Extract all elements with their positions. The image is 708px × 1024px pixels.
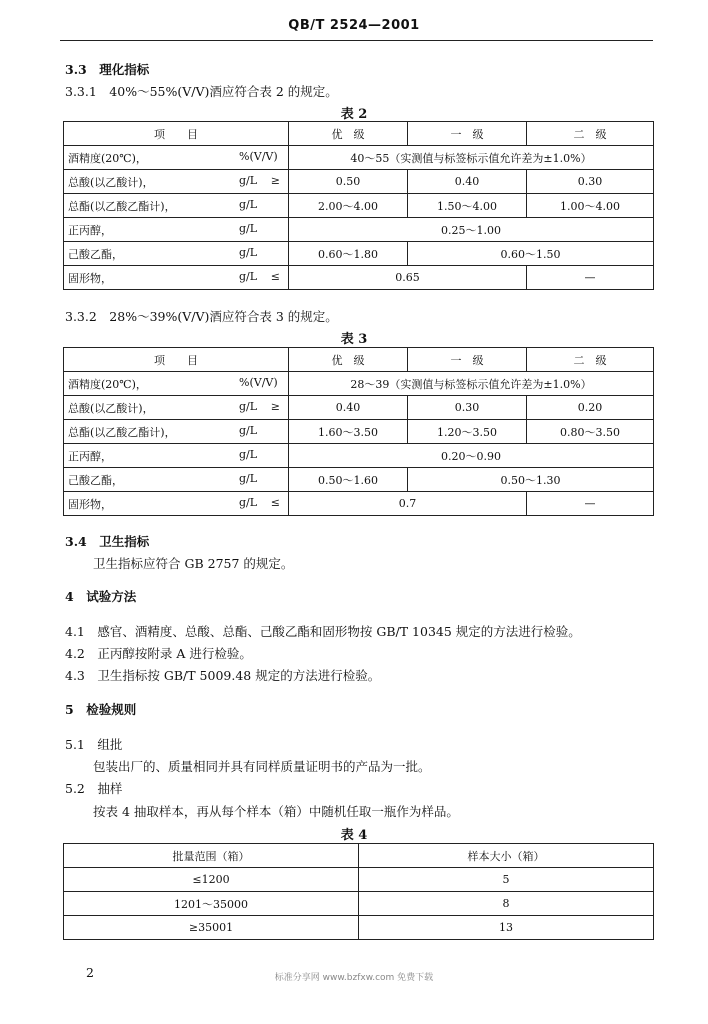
cell-value: 1.60～3.50 <box>289 420 408 444</box>
label-text: 总酯(以乙酸乙酯计)， <box>68 425 176 439</box>
section-4-3-text: 4.3 卫生指标按 GB/T 5009.48 规定的方法进行检验。 <box>65 668 381 683</box>
row-label-solids <box>64 266 289 290</box>
label-text: 总酸(以乙酸计)， <box>68 175 154 189</box>
section-3-3-2-text: 3.3.2 28%～39%(V/V)酒应符合表 3 的规定。 <box>65 309 338 324</box>
label-text: 己酸乙酯， <box>68 247 123 261</box>
cell-sample-size: 13 <box>359 916 654 940</box>
cell-value: — <box>527 266 654 290</box>
cell-value: 0.20 <box>527 396 654 420</box>
unit: %(V/V) <box>239 150 278 163</box>
section-3-3-1-text: 3.3.1 40%～55%(V/V)酒应符合表 2 的规定。 <box>65 84 338 99</box>
label-text: 固形物， <box>68 497 112 511</box>
cell-batch-range: ≥35001 <box>64 916 359 940</box>
table-row <box>64 194 654 218</box>
cell-sample-size: 5 <box>359 868 654 892</box>
cell-value: 0.30 <box>408 396 527 420</box>
label-text: 酒精度(20℃)， <box>68 151 147 165</box>
table-row <box>64 242 654 266</box>
cell-value: 2.00～4.00 <box>289 194 408 218</box>
watermark-text: 标准分享网 www.bzfxw.com 免费下载 <box>274 973 434 983</box>
label-text: 正丙醇， <box>68 449 112 463</box>
column-header-batch-range: 批量范围（箱） <box>64 844 359 868</box>
section-3-4-text: 卫生指标应符合 GB 2757 的规定。 <box>93 556 294 571</box>
unit: g/L <box>239 246 258 259</box>
cell-value: — <box>527 492 654 516</box>
table-row <box>64 844 654 868</box>
section-5-1-text: 包装出厂的、质量相同并具有同样质量证明书的产品为一批。 <box>93 759 431 774</box>
unit: g/L <box>239 472 258 485</box>
cell-sample-size: 8 <box>359 892 654 916</box>
label-text: 固形物， <box>68 271 112 285</box>
unit: g/L <box>239 222 258 235</box>
comparison-sign: ≤ <box>270 270 280 283</box>
cell-value: 0.80～3.50 <box>527 420 654 444</box>
table-row <box>64 396 654 420</box>
table-3 <box>63 347 654 516</box>
column-header-item: 项 目 <box>64 348 289 372</box>
row-label-alcohol <box>64 372 289 396</box>
row-label-alcohol <box>64 146 289 170</box>
table-row <box>64 218 654 242</box>
label-text: 总酸(以乙酸计)， <box>68 401 154 415</box>
row-label-ethyl-hexanoate <box>64 468 289 492</box>
cell-value: 0.20～0.90 <box>289 444 654 468</box>
comparison-sign: ≤ <box>270 496 280 509</box>
cell-value: 0.60～1.80 <box>289 242 408 266</box>
label-text: 总酯(以乙酸乙酯计)， <box>68 199 176 213</box>
table-row <box>64 420 654 444</box>
column-header-grade-first: 一 级 <box>408 122 527 146</box>
label-text: 己酸乙酯， <box>68 473 123 487</box>
table-row <box>64 868 654 892</box>
row-label-total-ester <box>64 420 289 444</box>
cell-value: 0.50～1.30 <box>408 468 654 492</box>
table-4 <box>63 843 654 940</box>
row-label-propanol <box>64 444 289 468</box>
section-3-3-title: 3.3 理化指标 <box>65 62 150 77</box>
cell-value: 1.00～4.00 <box>527 194 654 218</box>
page-number: 2 <box>86 965 94 980</box>
column-header-grade-second: 二 级 <box>527 348 654 372</box>
section-5-title: 5 检验规则 <box>65 702 137 717</box>
table-2-caption: 表 2 <box>340 107 368 122</box>
column-header-grade-first: 一 级 <box>408 348 527 372</box>
table-row <box>64 468 654 492</box>
unit: g/L <box>239 448 258 461</box>
column-header-sample-size: 样本大小（箱） <box>359 844 654 868</box>
row-label-solids <box>64 492 289 516</box>
table-row <box>64 444 654 468</box>
cell-alcohol-value: 28～39（实测值与标签标示值允许差为±1.0%） <box>289 372 654 396</box>
unit: %(V/V) <box>239 376 278 389</box>
cell-value: 0.50～1.60 <box>289 468 408 492</box>
unit: g/L <box>239 400 258 413</box>
cell-value: 0.7 <box>289 492 527 516</box>
unit: g/L <box>239 174 258 187</box>
cell-value: 0.60～1.50 <box>408 242 654 266</box>
table-row <box>64 372 654 396</box>
standard-number-header: QB/T 2524—2001 <box>288 18 420 33</box>
header-rule <box>60 40 653 41</box>
column-header-grade-premium: 优 级 <box>289 348 408 372</box>
cell-alcohol-value: 40～55（实测值与标签标示值允许差为±1.0%） <box>289 146 654 170</box>
cell-value: 0.30 <box>527 170 654 194</box>
cell-value: 0.65 <box>289 266 527 290</box>
table-row <box>64 146 654 170</box>
section-4-1-text: 4.1 感官、酒精度、总酸、总酯、己酸乙酯和固形物按 GB/T 10345 规定的方法进行检验。 <box>65 624 581 639</box>
row-label-ethyl-hexanoate <box>64 242 289 266</box>
row-label-total-acid <box>64 170 289 194</box>
unit: g/L <box>239 270 258 283</box>
column-header-grade-premium: 优 级 <box>289 122 408 146</box>
cell-value: 0.40 <box>408 170 527 194</box>
section-3-4-title: 3.4 卫生指标 <box>65 534 150 549</box>
section-5-1-title: 5.1 组批 <box>65 737 123 752</box>
table-row <box>64 170 654 194</box>
cell-batch-range: ≤1200 <box>64 868 359 892</box>
table-4-caption: 表 4 <box>340 828 368 843</box>
table-row <box>64 122 654 146</box>
label-text: 正丙醇， <box>68 223 112 237</box>
section-5-2-text: 按表 4 抽取样本，再从每个样本（箱）中随机任取一瓶作为样品。 <box>93 804 459 819</box>
section-5-2-title: 5.2 抽样 <box>65 781 123 796</box>
row-label-total-acid <box>64 396 289 420</box>
cell-value: 1.20～3.50 <box>408 420 527 444</box>
label-text: 酒精度(20℃)， <box>68 377 147 391</box>
section-4-title: 4 试验方法 <box>65 589 137 604</box>
table-row <box>64 492 654 516</box>
section-4-2-text: 4.2 正丙醇按附录 A 进行检验。 <box>65 646 252 661</box>
column-header-item: 项 目 <box>64 122 289 146</box>
comparison-sign: ≥ <box>270 174 280 187</box>
table-row <box>64 266 654 290</box>
column-header-grade-second: 二 级 <box>527 122 654 146</box>
cell-value: 1.50～4.00 <box>408 194 527 218</box>
cell-value: 0.50 <box>289 170 408 194</box>
row-label-propanol <box>64 218 289 242</box>
unit: g/L <box>239 496 258 509</box>
cell-batch-range: 1201～35000 <box>64 892 359 916</box>
cell-value: 0.25～1.00 <box>289 218 654 242</box>
comparison-sign: ≥ <box>270 400 280 413</box>
table-row <box>64 916 654 940</box>
cell-value: 0.40 <box>289 396 408 420</box>
table-2 <box>63 121 654 290</box>
unit: g/L <box>239 424 258 437</box>
table-row <box>64 892 654 916</box>
table-row <box>64 348 654 372</box>
unit: g/L <box>239 198 258 211</box>
table-3-caption: 表 3 <box>340 332 368 347</box>
row-label-total-ester <box>64 194 289 218</box>
